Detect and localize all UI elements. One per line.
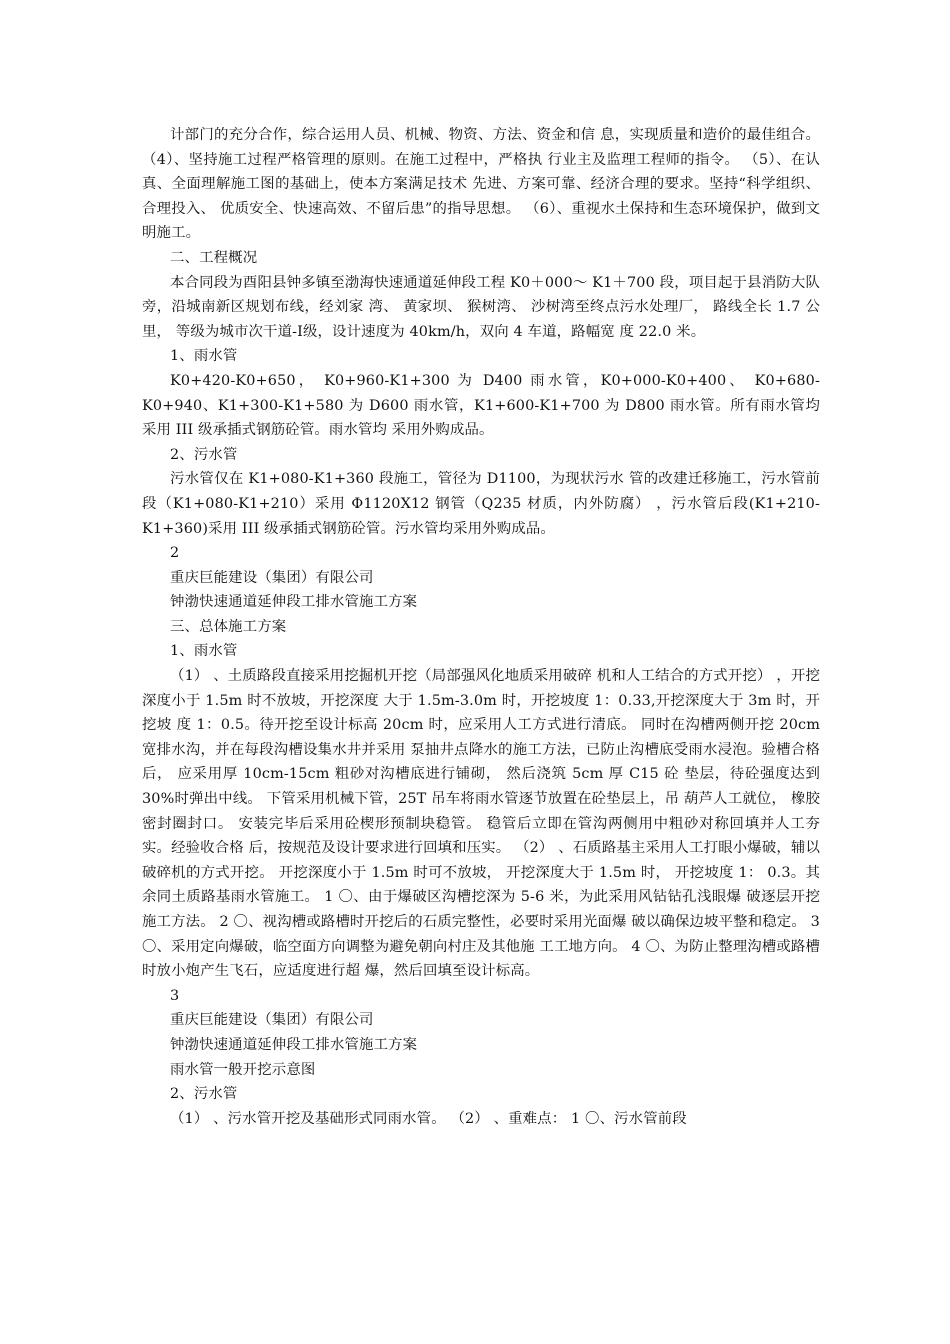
page-number: 2	[170, 545, 180, 562]
page-number: 3	[170, 987, 180, 1004]
document-title: 钟渤快速通道延伸段工排水管施工方案	[170, 594, 418, 611]
figure-caption: 雨水管一般开挖示意图	[170, 1061, 316, 1078]
heading-project-overview: 二、工程概况	[170, 249, 258, 266]
paragraph-rain-pipe-construction: （1） 、土质路段直接采用挖掘机开挖（局部强风化地质采用破碎 机和人工结合的方式开挖） ，开挖深度小于 1.5m 时不放坡，开挖深度 大于 1.5m-3.0m 时，开挖坡度 1：0.33,开挖深度大于 3m 时，开挖坡 度 1：0.5。待开挖至设计标高 20cm 时，应采用人工方式进行清底。 同时在沟槽两侧开挖 20cm 宽排水沟，并在每段沟槽设集水井并采用 泵抽井点降水的施工方法，已防止沟槽底受雨水浸泡。验槽合格后， 应采用厚 10cm-15cm 粗砂对沟槽底进行铺砌， 然后浇筑 5cm 厚 C15 砼 垫层，待砼强度达到 30%时弹出中线。 下管采用机械下管，25T 吊车将雨水管逐节放置在砼垫层上，吊 葫芦人工就位， 橡胶密封圈封口。 安装完毕后采用砼楔形预制块稳管。 稳管后立即在管沟两侧用中粗砂对称回填并人工夯实。经验收合格 后，按规范及设计要求进行回填和压实。 （2） 、石质路基主采用人工打眼小爆破，辅以破碎机的方式开挖。 开挖深度小于 1.5m 时可不放坡， 开挖深度大于 1.5m 时， 开挖坡度 1： 0.3。其余同土质路基雨水管施工。 1 〇、由于爆破区沟槽挖深为 5-6 米，为此采用风钻钻孔浅眼爆 破逐层开挖施工方法。 2 〇、视沟槽或路槽时开挖后的石质完整性，必要时采用光面爆 破以确保边坡平整和稳定。 3 〇、采用定向爆破，临空面方向调整为避免朝向村庄及其他施 工工地方向。 4 〇、为防止整理沟槽或路槽时放小炮产生飞石，应适度进行超 爆，然后回填至设计标高。	[142, 668, 820, 980]
company-name: 重庆巨能建设（集团）有限公司	[170, 569, 374, 586]
paragraph-sewage-pipe-construction: （1） 、污水管开挖及基础形式同雨水管。 （2） 、重难点： 1 〇、污水管前段	[170, 1110, 687, 1127]
paragraph-principles: 计部门的充分合作，综合运用人员、机械、物资、方法、资金和信 息，实现质量和造价的最佳组合。 （4）、坚持施工过程严格管理的原则。在施工过程中，严格执 行业主及监理工程师的指令。 （5）、在认真、全面理解施工图的基础上，使本方案满足技术 先进、方案可靠、经济合理的要求。坚持“科学组织、合理投入、 优质安全、快速高效、不留后患”的指导思想。 （6）、重视水土保持和生态环境保护，做到文明施工。	[142, 127, 820, 242]
heading-rain-pipe: 1、雨水管	[170, 348, 238, 365]
document-title: 钟渤快速通道延伸段工排水管施工方案	[170, 1036, 418, 1053]
document-page	[142, 123, 820, 1131]
heading-sewage-pipe-construction: 2、污水管	[170, 1086, 238, 1103]
paragraph-project-overview: 本合同段为酉阳县钟多镇至渤海快速通道延伸段工程 K0＋000～ K1＋700 段，项目起于县消防大队旁，沿城南新区规划布线，经刘家 湾、 黄家坝、 猴树湾、 沙树湾至终点污水处理厂， 路线全长 1.7 公里， 等级为城市次干道-Ⅰ级，设计速度为 40km/h，双向 4 车道，路幅宽 度 22.0 米。	[142, 274, 820, 340]
paragraph-sewage-pipe: 污水管仅在 K1+080-K1+360 段施工，管径为 D1100，为现状污水 管的改建迁移施工，污水管前段（K1+080-K1+210）采用 Φ1120X12 钢管（Q235 材质，内外防腐） ，污水管后段(K1+210-K1+360)采用 III 级承插式钢筋砼管。污水管均采用外购成品。	[142, 471, 820, 537]
company-name: 重庆巨能建设（集团）有限公司	[170, 1012, 374, 1029]
heading-sewage-pipe: 2、污水管	[170, 446, 238, 463]
paragraph-rain-pipe: K0+420-K0+650， K0+960-K1+300 为 D400 雨水管，K0+000-K0+400、 K0+680-K0+940、K1+300-K1+580 为 D600 雨水管，K1+600-K1+700 为 D800 雨水管。所有雨水管均采用 III 级承插式钢筋砼管。雨水管均 采用外购成品。	[142, 372, 820, 439]
heading-overall-plan: 三、总体施工方案	[170, 618, 287, 635]
heading-rain-pipe-construction: 1、雨水管	[170, 643, 238, 660]
